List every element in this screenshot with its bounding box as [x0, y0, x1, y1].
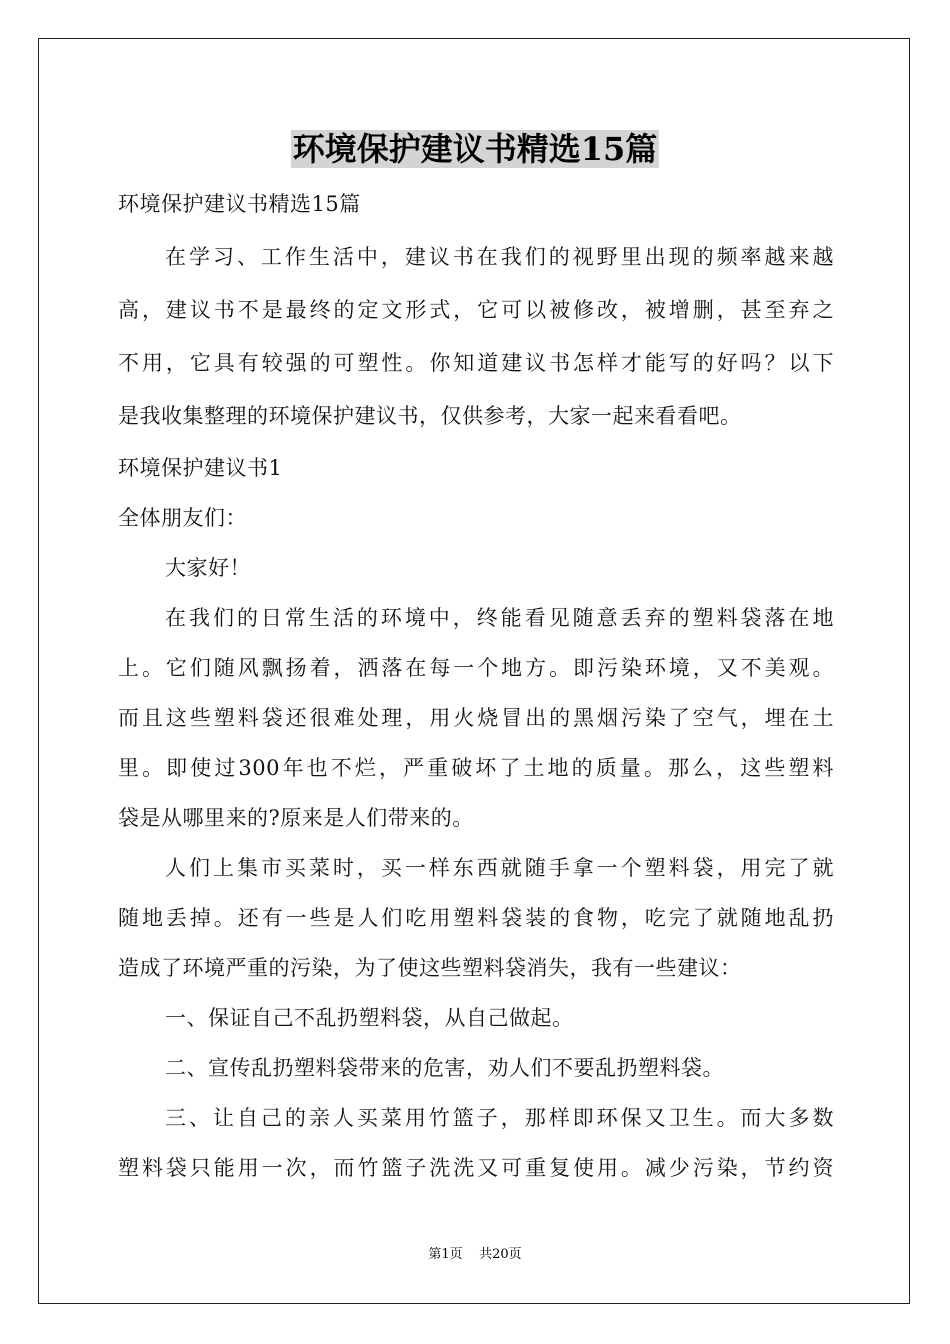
- title-text: 环境保护建议书精选15篇: [292, 130, 658, 168]
- text-line: 三、让自己的亲人买菜用竹篮子，那样即环保又卫生。而大多数: [165, 1106, 834, 1130]
- text-line: 在我们的日常生活的环境中，终能看见随意丢弃的塑料袋落在地: [165, 606, 834, 630]
- text-line: 随地丢掉。还有一些是人们吃用塑料袋装的食物，吃完了就随地乱扔: [118, 906, 834, 930]
- document-body: [118, 178, 834, 1193]
- text-line: 高，建议书不是最终的定文形式，它可以被修改，被增删，甚至弃之: [118, 298, 834, 322]
- text-line: 全体朋友们：: [118, 506, 247, 530]
- text-line: 二、宣传乱扔塑料袋带来的危害，劝人们不要乱扔塑料袋。: [165, 1056, 724, 1080]
- text-line: 一、保证自己不乱扔塑料袋，从自己做起。: [165, 1006, 574, 1030]
- text-line: 环境保护建议书1: [118, 456, 283, 480]
- text-line: 而且这些塑料袋还很难处理，用火烧冒出的黑烟污染了空气，埋在土: [118, 706, 834, 730]
- text-line: 里。即使过300年也不烂，严重破坏了土地的质量。那么，这些塑料: [118, 756, 834, 780]
- text-line: 是我收集整理的环境保护建议书，仅供参考，大家一起来看看吧。: [118, 404, 742, 428]
- page-footer: [0, 1243, 950, 1262]
- text-line: 袋是从哪里来的?原来是人们带来的。: [118, 806, 474, 830]
- text-line: 上。它们随风飘扬着，洒落在每一个地方。即污染环境，又不美观。: [118, 656, 834, 680]
- text-line: 在学习、工作生活中，建议书在我们的视野里出现的频率越来越: [165, 245, 834, 269]
- text-line: 造成了环境严重的污染，为了使这些塑料袋消失，我有一些建议：: [118, 956, 742, 980]
- page-number: 第1页: [428, 1247, 463, 1262]
- text-line: 环境保护建议书精选15篇: [118, 192, 361, 216]
- document-title: [0, 126, 950, 172]
- text-line: 人们上集市买菜时，买一样东西就随手拿一个塑料袋，用完了就: [165, 856, 834, 880]
- text-line: 大家好！: [165, 556, 251, 580]
- page-total: 共20页: [479, 1247, 522, 1262]
- text-line: 塑料袋只能用一次，而竹篮子洗洗又可重复使用。减少污染，节约资: [118, 1156, 834, 1180]
- text-line: 不用，它具有较强的可塑性。你知道建议书怎样才能写的好吗？以下: [118, 351, 834, 375]
